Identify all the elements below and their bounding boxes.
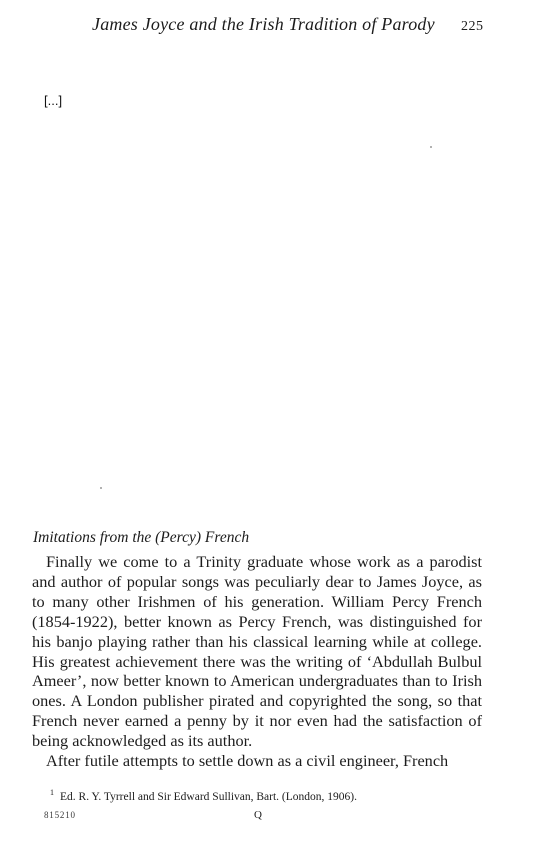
paragraph: Finally we come to a Trinity graduate whose work as a parodist and author of popular songs was peculiarly dear to James Joyce, as to many other Irishmen of his generation. William Percy French (1854-1922), better known as Percy French, was distinguished for his banjo playing rather than his classical learning while at college. His greatest achievement there was the writing of ‘Abdullah Bulbul Ameer’, now better known to American undergraduates than to Irish ones. A London publisher pirated and copyrighted the song, so that French never earned a penny by it nor even had the satisfaction of being acknowledged as its author.: [32, 552, 482, 751]
running-title: James Joyce and the Irish Tradition of Parody: [92, 14, 435, 34]
paragraph: After futile attempts to settle down as a civil engineer, French: [46, 751, 449, 771]
page-number: 225: [461, 19, 484, 34]
footnote: [50, 788, 357, 803]
scan-speck: [100, 487, 102, 489]
footnote-marker: 1: [50, 788, 54, 797]
body-text: [32, 552, 482, 771]
omission-marker: [...]: [44, 93, 63, 108]
footnote-text: Ed. R. Y. Tyrrell and Sir Edward Sullivan, Bart. (London, 1906).: [60, 790, 357, 803]
signature-mark: Q: [254, 809, 262, 821]
section-heading: Imitations from the (Percy) French: [33, 529, 250, 546]
scan-speck: [430, 146, 432, 148]
printer-code: 815210: [44, 810, 76, 820]
